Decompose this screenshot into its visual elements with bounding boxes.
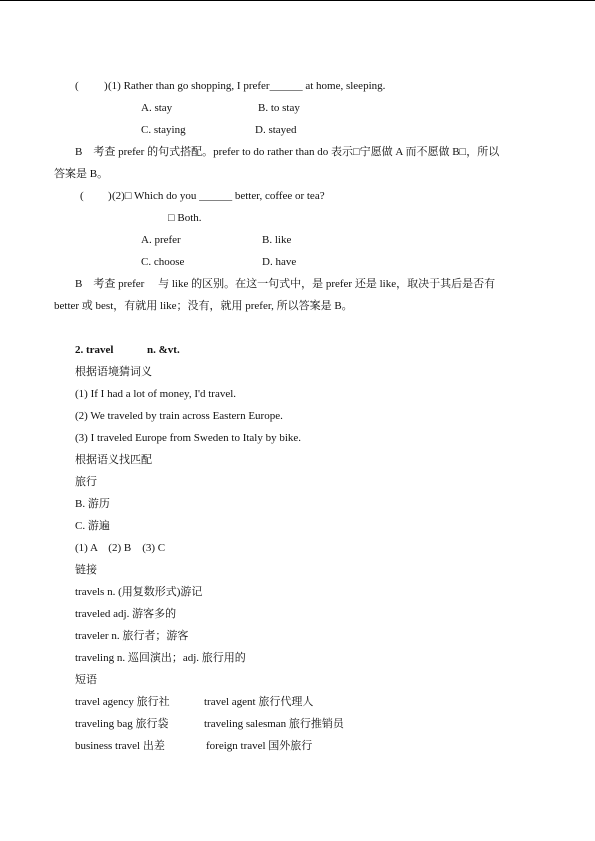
q2-open-paren: ( — [80, 190, 84, 202]
section-heading-pos: n. &vt. — [147, 344, 180, 356]
link-item-2: traveled adj. 游客多的 — [75, 608, 177, 620]
q1-question-text: (1) Rather than go shopping, I prefer______ at home, sleeping. — [108, 80, 386, 92]
link-title: 链接 — [75, 564, 97, 576]
q1-option-b: B. to stay — [258, 102, 300, 114]
phrase-3b: foreign travel 国外旅行 — [206, 740, 313, 752]
match-meaning-b: B. 游历 — [75, 498, 110, 510]
link-item-4: traveling n. 巡回演出；adj. 旅行用的 — [75, 652, 246, 664]
phrase-2a: traveling bag 旅行袋 — [75, 718, 169, 730]
q2-close-paren: ) — [108, 190, 112, 202]
link-item-1: travels n. (用复数形式)游记 — [75, 586, 203, 598]
q1-explanation-line1: B 考查 prefer 的句式搭配。prefer to do rather than do 表示□宁愿做 A 而不愿做 B□，所以 — [75, 146, 500, 158]
phrase-1a: travel agency 旅行社 — [75, 696, 170, 708]
q1-open-paren: ( — [75, 80, 79, 92]
link-item-3: traveler n. 旅行者；游客 — [75, 630, 189, 642]
match-answer: (1) A (2) B (3) C — [75, 542, 166, 554]
phrase-1b: travel agent 旅行代理人 — [204, 696, 314, 708]
match-meaning-a: 旅行 — [75, 476, 97, 488]
match-meaning-c: C. 游遍 — [75, 520, 110, 532]
q1-explanation-line2: 答案是 B。 — [54, 168, 109, 180]
guess-title: 根据语境猜词义 — [75, 366, 152, 378]
q2-option-a: A. prefer — [141, 234, 181, 246]
match-title: 根据语义找匹配 — [75, 454, 152, 466]
q2-option-b: B. like — [262, 234, 292, 246]
phrase-2b: traveling salesman 旅行推销员 — [204, 718, 344, 730]
page-top-border — [0, 0, 595, 1]
section-heading-word: 2. travel — [75, 344, 114, 356]
q1-close-paren: ) — [104, 80, 108, 92]
q2-option-d: D. have — [262, 256, 297, 268]
q1-option-c: C. staying — [141, 124, 186, 136]
q2-explanation-line1: B 考查 prefer 与 like 的区别。在这一句式中，是 prefer 还是 like，取决于其后是否有 — [75, 278, 496, 290]
phrase-title: 短语 — [75, 674, 97, 686]
q1-option-d: D. stayed — [255, 124, 297, 136]
q2-question-text: (2)□ Which do you ______ better, coffee or tea? — [112, 190, 325, 202]
q2-option-c: C. choose — [141, 256, 185, 268]
example-2: (2) We traveled by train across Eastern Europe. — [75, 410, 283, 422]
phrase-3a: business travel 出差 — [75, 740, 165, 752]
example-1: (1) If I had a lot of money, I'd travel. — [75, 388, 237, 400]
example-3: (3) I traveled Europe from Sweden to Italy by bike. — [75, 432, 302, 444]
q1-option-a: A. stay — [141, 102, 173, 114]
q2-explanation-line2: better 或 best，有就用 like；没有，就用 prefer, 所以答案是 B。 — [54, 300, 353, 312]
q2-reply: □ Both. — [168, 212, 202, 224]
